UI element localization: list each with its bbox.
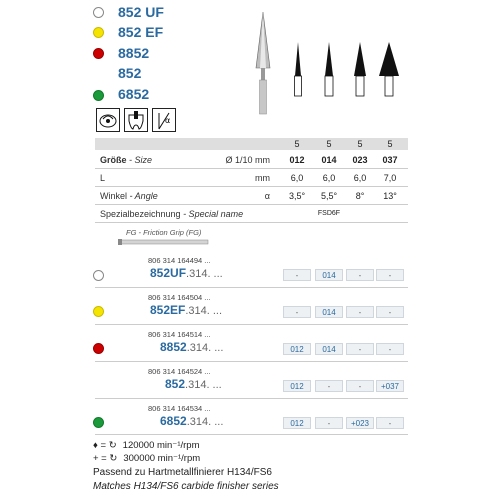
pack-size: 5 bbox=[294, 139, 300, 149]
article-code-suffix: .314. ... bbox=[186, 342, 224, 354]
spec-label-en: - Size bbox=[126, 155, 153, 165]
spec-label-en: - Angle bbox=[127, 191, 158, 201]
article-cell: 012 bbox=[283, 380, 311, 392]
article-cell: - bbox=[346, 380, 374, 392]
article-number: 806 314 164494 ... bbox=[148, 256, 211, 265]
spec-value: 8° bbox=[355, 191, 365, 201]
spec-label: Winkel bbox=[100, 191, 128, 201]
note-en: Matches H134/FS6 carbide finisher series bbox=[93, 481, 279, 492]
article-code bbox=[150, 303, 222, 317]
article-cell: 012 bbox=[283, 417, 311, 429]
article-cell: - bbox=[376, 343, 404, 355]
article-code bbox=[160, 414, 223, 428]
spec-value: 13° bbox=[383, 191, 397, 201]
article-code-main: 852EF bbox=[150, 303, 186, 317]
article-code-suffix: .314. ... bbox=[185, 379, 222, 391]
spec-value: 3,5° bbox=[288, 191, 306, 201]
rpm-line-2 bbox=[93, 453, 200, 464]
article-cell: - bbox=[283, 306, 311, 318]
article-code-main: 852 bbox=[165, 377, 186, 391]
shank-drawing bbox=[118, 237, 213, 247]
series-code: 6852 bbox=[118, 86, 150, 102]
pack-size: 5 bbox=[387, 139, 393, 149]
divider bbox=[95, 222, 408, 223]
article-code-suffix: .314. ... bbox=[186, 268, 223, 280]
spec-value: 6,0 bbox=[353, 173, 367, 183]
divider bbox=[95, 434, 408, 435]
bur-silhouette-037 bbox=[376, 40, 402, 98]
article-cell: - bbox=[376, 269, 404, 281]
article-dot-852uf bbox=[93, 270, 104, 281]
article-cell: - bbox=[346, 343, 374, 355]
article-cell: 014 bbox=[315, 269, 343, 281]
spec-value: FSD6F bbox=[317, 210, 341, 217]
spec-value: 012 bbox=[289, 155, 305, 165]
article-cell: - bbox=[283, 269, 311, 281]
spec-label: Größe bbox=[100, 155, 127, 165]
bur-silhouette-014 bbox=[322, 40, 336, 98]
spec-unit: mm bbox=[255, 173, 270, 183]
article-code-main: 6852 bbox=[160, 414, 187, 428]
article-code-suffix: .314. ... bbox=[186, 416, 224, 428]
spec-value: 6,0 bbox=[290, 173, 304, 183]
article-cell: +023 bbox=[346, 417, 374, 429]
finishing-icon bbox=[96, 108, 120, 132]
rotation-icon: ↻ bbox=[108, 440, 117, 451]
article-code bbox=[150, 266, 223, 280]
divider bbox=[95, 398, 408, 399]
divider bbox=[95, 186, 408, 187]
pack-size: 5 bbox=[326, 139, 332, 149]
rpm-value: 300000 min⁻¹/rpm bbox=[123, 453, 201, 464]
spec-label: Spezialbezeichnung bbox=[100, 209, 181, 219]
bur-silhouette-012 bbox=[292, 40, 304, 98]
tooth-preparation-icon bbox=[124, 108, 148, 132]
article-code-main: 8852 bbox=[160, 340, 187, 354]
rpm-value: 120000 min⁻¹/rpm bbox=[122, 440, 200, 451]
angle-icon bbox=[152, 108, 176, 132]
spec-label-en: - Special name bbox=[180, 209, 244, 219]
spec-value: 037 bbox=[382, 155, 398, 165]
spec-value: 5,5° bbox=[320, 191, 338, 201]
article-cell: - bbox=[376, 306, 404, 318]
rotation-icon: ↻ bbox=[109, 453, 118, 464]
divider bbox=[95, 324, 408, 325]
spec-value: 6,0 bbox=[322, 173, 336, 183]
bur-image bbox=[248, 10, 278, 115]
spec-unit: α bbox=[264, 191, 270, 201]
article-code-suffix: .314. ... bbox=[185, 305, 223, 317]
article-number: 806 314 164504 ... bbox=[148, 293, 211, 302]
series-code: 8852 bbox=[118, 45, 150, 61]
svg-text:α: α bbox=[165, 116, 171, 125]
spec-unit: Ø 1/10 mm bbox=[225, 155, 270, 165]
rpm-prefix: ♦ = bbox=[93, 440, 109, 451]
spec-value: 7,0 bbox=[383, 173, 397, 183]
article-cell: - bbox=[346, 306, 374, 318]
note-de: Passend zu Hartmetallfinierer H134/FS6 bbox=[93, 467, 272, 478]
article-cell: - bbox=[315, 417, 343, 429]
spec-label: L bbox=[100, 173, 106, 183]
shank-label: FG - Friction Grip (FG) bbox=[126, 228, 202, 237]
article-number: 806 314 164534 ... bbox=[148, 404, 211, 413]
article-dot-852ef bbox=[93, 306, 104, 317]
pack-size: 5 bbox=[357, 139, 363, 149]
article-number: 806 314 164514 ... bbox=[148, 330, 211, 339]
series-code: 852 bbox=[118, 65, 142, 81]
article-cell: - bbox=[376, 417, 404, 429]
divider bbox=[95, 361, 408, 362]
bur-silhouette-023 bbox=[351, 40, 369, 98]
article-cell: 014 bbox=[315, 343, 343, 355]
article-dot-8852 bbox=[93, 343, 104, 354]
article-number: 806 314 164524 ... bbox=[148, 367, 211, 376]
spec-value: 014 bbox=[321, 155, 337, 165]
series-dot-8852 bbox=[93, 48, 104, 59]
rpm-prefix: + = bbox=[93, 453, 110, 464]
divider bbox=[95, 204, 408, 205]
series-dot-6852 bbox=[93, 90, 104, 101]
article-cell: 012 bbox=[283, 343, 311, 355]
series-dot-852ef bbox=[93, 27, 104, 38]
article-cell: - bbox=[315, 380, 343, 392]
series-code: 852 UF bbox=[118, 4, 164, 20]
article-code bbox=[165, 377, 222, 391]
article-dot-6852 bbox=[93, 417, 104, 428]
rpm-line-1 bbox=[93, 440, 199, 451]
spec-value: 023 bbox=[352, 155, 368, 165]
series-code: 852 EF bbox=[118, 24, 164, 40]
article-cell: 014 bbox=[315, 306, 343, 318]
article-cell: - bbox=[346, 269, 374, 281]
divider bbox=[95, 287, 408, 288]
divider bbox=[95, 168, 408, 169]
article-code bbox=[160, 340, 223, 354]
article-code-main: 852UF bbox=[150, 266, 187, 280]
article-cell: +037 bbox=[376, 380, 404, 392]
series-dot-852uf bbox=[93, 7, 104, 18]
